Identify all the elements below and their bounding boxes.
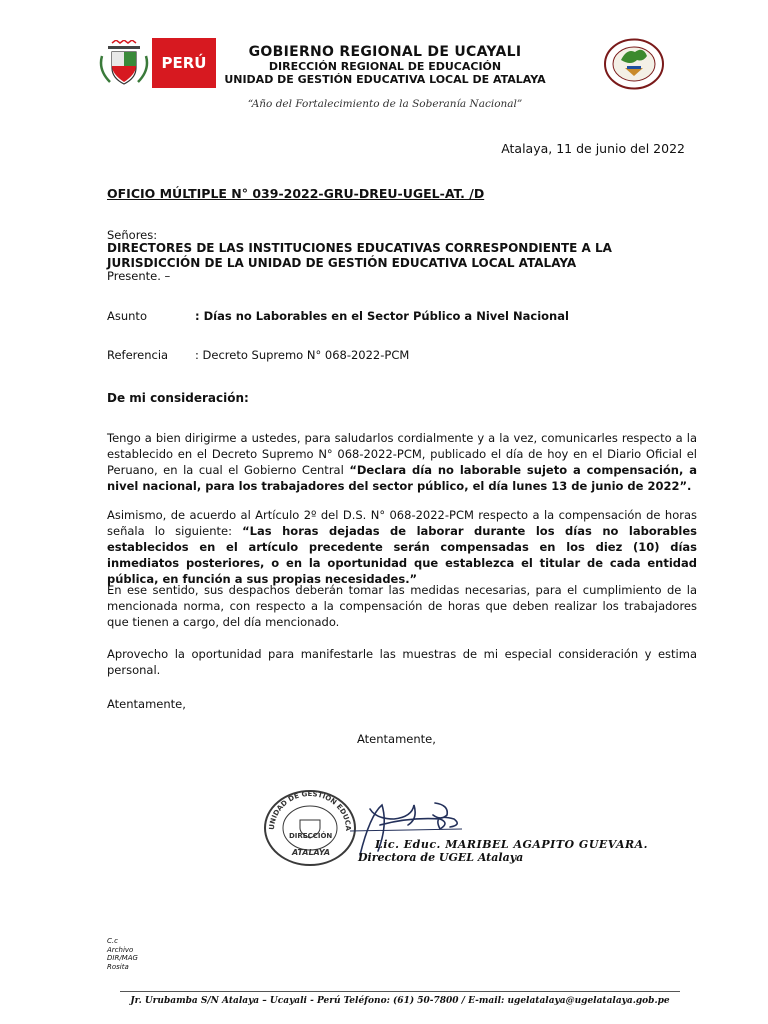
paragraph-3: En ese sentido, sus despachos deberán tomar las medidas necesarias, para el cumplimiento de la mencionada norma, con respecto a la compensación de horas que deben realizar los trabajadores que tienen a cargo, del día mencionado. [107, 583, 697, 629]
header-title: GOBIERNO REGIONAL DE UCAYALI [248, 44, 522, 60]
paragraph-2-quote: “Las horas dejadas de laborar durante los días no laborables establecidos en el artículo precedente serán compensadas en los diez (10) días inmediatos posteriores, o en la oportunidad que establezca el titular de cada entidad pública, en función a sus propias necesidades.” [107, 524, 697, 586]
signer-role: Directora de UGEL Atalaya [358, 851, 524, 864]
cc-item: Rosita [107, 962, 129, 971]
paragraph-4: Aprovecho la oportunidad para manifestarle las muestras de mi especial consideración y estima personal. [107, 647, 697, 677]
peru-brand-text: PERÚ [161, 54, 207, 72]
cc-list [107, 937, 138, 971]
presente: Presente. – [107, 269, 171, 283]
cc-item: DIR/MAG [107, 954, 138, 962]
year-motto: “Año del Fortalecimiento de la Soberanía Nacional” [247, 98, 523, 110]
stamp-center-label: DIRECCIÓN [289, 832, 333, 840]
closing-left: Atentamente, [107, 697, 186, 711]
paragraph-1-text: Tengo a bien dirigirme a ustedes, para saludarlos cordialmente y a la vez, comunicarles respecto a la establecido en el Decreto Supremo N° 068-2022-PCM, publicado el día de hoy en el Diario Oficial el Peruano, en la cual el Gobierno Central [107, 431, 697, 477]
ugel-atalaya-logo [603, 38, 665, 90]
paragraph-1 [107, 430, 697, 494]
asunto-label: Asunto [107, 309, 147, 323]
cc-item: C.c [107, 937, 118, 945]
paragraph-1-emphasis: “Declara día no laborable sujeto a compensación, a nivel nacional, para los trabajadores del sector público, el día lunes 13 de junio de 2022”. [107, 463, 697, 493]
footer-divider [120, 991, 680, 992]
greeting: De mi consideración: [107, 391, 249, 405]
stamp-arc-text: UNIDAD DE GESTIÓN EDUCA [267, 790, 353, 831]
header-subtitle-regional-directorate: DIRECCIÓN REGIONAL DE EDUCACIÓN [268, 60, 502, 73]
closing-center: Atentamente, [357, 732, 436, 746]
signer-name: Lic. Educ. MARIBEL AGAPITO GUEVARA. [375, 838, 649, 851]
header-subtitle-ugel: UNIDAD DE GESTIÓN EDUCATIVA LOCAL DE ATALAYA [224, 73, 546, 86]
paragraph-2 [107, 507, 697, 587]
letter-date: Atalaya, 11 de junio del 2022 [501, 141, 685, 156]
paragraph-2-text: Asimismo, de acuerdo al Artículo 2º del D.S. N° 068-2022-PCM respecto a la compensación de horas señala lo siguiente: [107, 508, 697, 538]
recipient: DIRECTORES DE LAS INSTITUCIONES EDUCATIVAS CORRESPONDIENTE A LA JURISDICCIÓN DE LA UNIDAD DE GESTIÓN EDUCATIVA LOCAL ATALAYA [107, 241, 612, 270]
footer-contact: Jr. Urubamba S/N Atalaya – Ucayali - Perú Teléfono: (61) 50-7800 / E-mail: ugelatalaya@ugelatalaya.gob.pe [130, 996, 670, 1006]
peru-coat-of-arms-logo [98, 40, 150, 88]
asunto-value: : Días no Laborables en el Sector Público a Nivel Nacional [195, 309, 569, 323]
referencia-label: Referencia [107, 348, 169, 362]
referencia-value: : Decreto Supremo N° 068-2022-PCM [195, 348, 410, 362]
oficio-reference-number: OFICIO MÚLTIPLE N° 039-2022-GRU-DREU-UGEL-AT. /D [107, 186, 485, 201]
salutation: Señores: [107, 228, 158, 242]
cc-item: Archivo [107, 945, 134, 954]
stamp-bottom-label: ATALAYA [292, 848, 331, 857]
